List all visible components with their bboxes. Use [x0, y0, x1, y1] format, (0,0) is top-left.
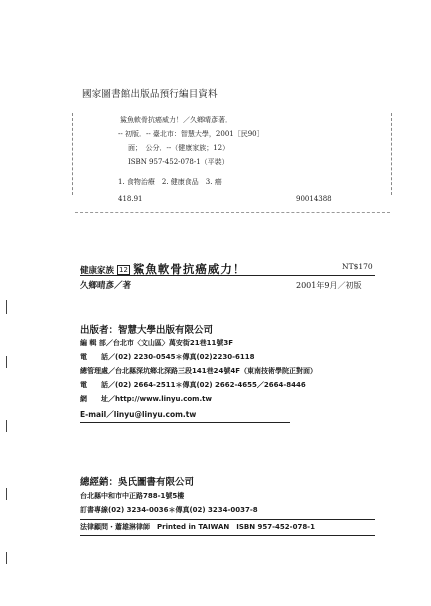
edition: 2001年9月／初版 — [296, 281, 362, 290]
scan-mark — [6, 552, 7, 564]
distributor-name: 總經銷：吳氏圖書有限公司 — [80, 477, 195, 488]
scan-mark — [6, 356, 7, 368]
publisher-website: 網 址／http://www.linyu.com.tw — [80, 395, 212, 403]
cip-line: ISBN 957-452-078-1（平裝） — [128, 158, 229, 166]
email-rule — [80, 422, 290, 423]
price: NT$170 — [342, 262, 373, 271]
publisher-line: 電 話／(02) 2664-2511＊傳真(02) 2662-4655／2664-8446 — [80, 381, 306, 389]
distributor-address: 台北縣中和市中正路788-1號5樓 — [80, 492, 185, 500]
legal-rule — [80, 535, 375, 536]
legal-line: 法律顧問・蕭雄淋律師 Printed in TAIWAN ISBN 957-452-078-1 — [80, 523, 315, 531]
scan-mark — [6, 420, 7, 432]
series-name: 健康家族 — [80, 266, 115, 276]
publisher-name: 出版者：智慧大學出版有限公司 — [80, 325, 214, 336]
cip-line: -- 初版．-- 臺北市：智慧大學，2001［民90］ — [118, 130, 264, 138]
scan-mark — [6, 488, 7, 500]
title-rule — [80, 275, 375, 276]
cip-record-no: 90014388 — [296, 195, 332, 203]
publisher-line: 電 話／(02) 2230-0545＊傳真(02)2230-6118 — [80, 353, 255, 361]
publisher-line: 總管理處／台北縣深坑鄉北深路三段141巷24號4F（東南技術學院正對面） — [80, 367, 318, 375]
cip-header: 國家圖書館出版品預行編目資料 — [82, 89, 218, 100]
cip-class-no: 418.91 — [118, 195, 143, 203]
author: 久鄉晴彥／著 — [80, 281, 132, 291]
book-title: 鯊魚軟骨抗癌威力！ — [132, 262, 246, 276]
publisher-email: E-mail／linyu@linyu.com.tw — [80, 410, 197, 419]
distributor-phone: 訂書專線(02) 3234-0036＊傳真(02) 3234-0037-8 — [80, 506, 258, 514]
cip-line: 面； 公分．--（健康家族；12） — [128, 144, 230, 152]
cip-subjects: 1. 食物治療 2. 健康食品 3. 癌 — [118, 178, 222, 186]
cip-bottom-rule — [75, 212, 390, 213]
distributor-rule — [80, 519, 375, 520]
scan-mark — [6, 300, 7, 314]
publisher-line: 編 輯 部／台北市〈文山區〉萬安街21巷11號3F — [80, 339, 234, 347]
volume-number: 12 — [119, 266, 128, 274]
cip-line: 鯊魚軟骨抗癌威力！／久鄉晴彥著． — [120, 116, 232, 124]
